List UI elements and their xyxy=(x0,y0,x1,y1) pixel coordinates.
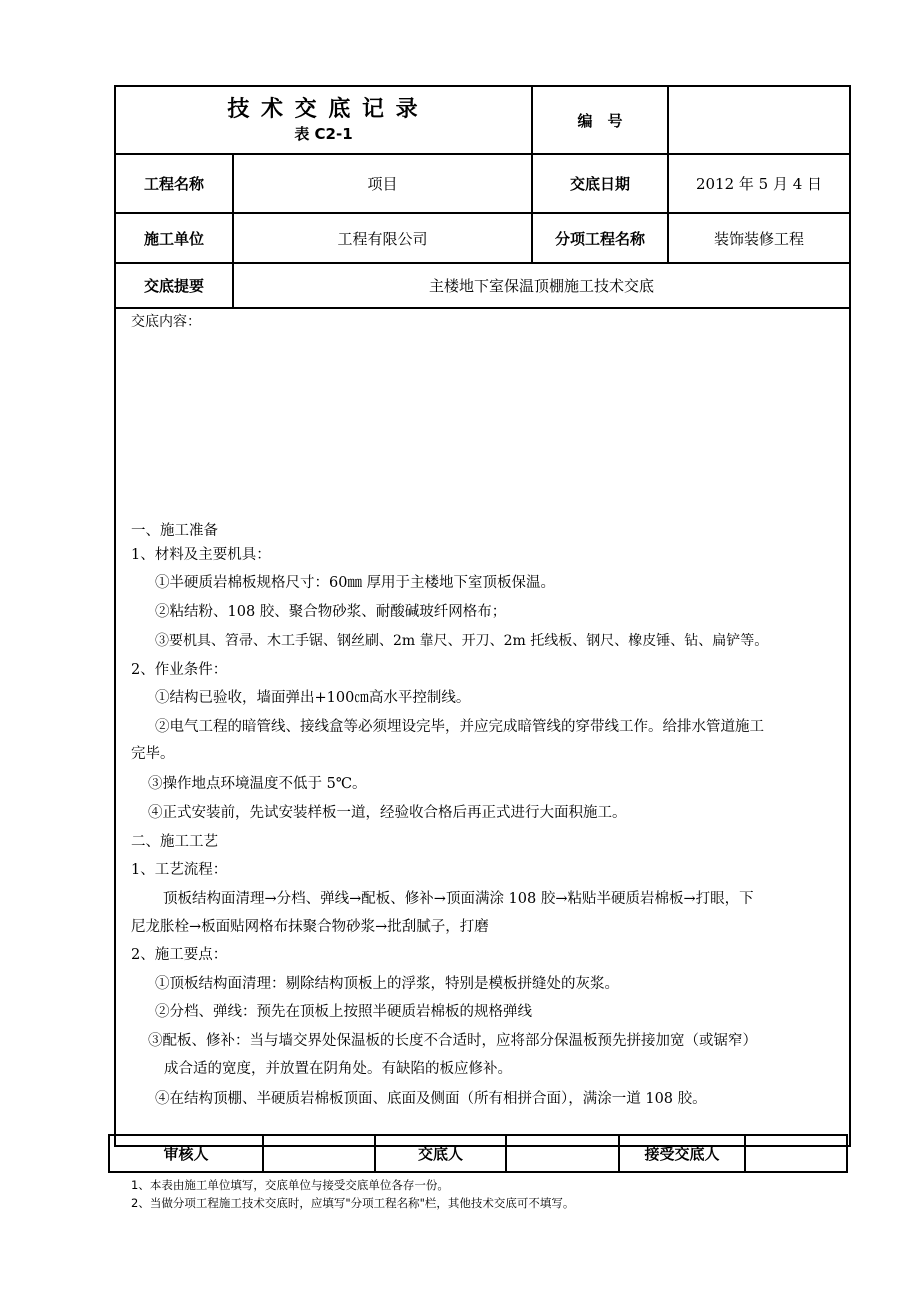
summary-label: 交底提要 xyxy=(143,277,204,295)
content-line: ④正式安装前，先试安装样板一道，经验收合格后再正式进行大面积施工。 xyxy=(148,805,627,821)
content-line: ①顶板结构面清理：剔除结构顶板上的浮浆，特别是模板拼缝处的灰浆。 xyxy=(155,976,619,992)
footnote: 1、本表由施工单位填写，交底单位与接受交底单位各存一份。 xyxy=(131,1178,449,1192)
project-name-label: 工程名称 xyxy=(143,175,204,193)
project-name-value[interactable]: 项目 xyxy=(367,175,398,193)
number-label: 编 号 xyxy=(577,111,623,130)
receiver-label: 接受交底人 xyxy=(644,1145,720,1163)
content-line: ①结构已验收，墙面弹出+100㎝高水平控制线。 xyxy=(155,690,471,706)
presenter-label: 交底人 xyxy=(417,1145,463,1163)
construction-unit-value[interactable]: 工程有限公司 xyxy=(337,229,428,248)
number-value[interactable] xyxy=(669,87,849,153)
content-line: ③要机具、笤帚、木工手锯、钢丝刷、2m 靠尺、开刀、2m 托线板、钢尺、橡皮锤、钻、扁铲等。 xyxy=(155,633,769,649)
date-value[interactable]: 2012 年 5 月 4 日 xyxy=(695,175,823,193)
content-line: 成合适的宽度，并放置在阴角处。有缺陷的板应修补。 xyxy=(164,1061,512,1077)
content-line: 顶板结构面清理→分档、弹线→配板、修补→顶面满涂 108 胶→粘贴半硬质岩棉板→打眼，下 xyxy=(163,891,754,907)
content-line: ②分档、弹线：预先在顶板上按照半硬质岩棉板的规格弹线 xyxy=(155,1004,532,1020)
summary-value[interactable]: 主楼地下室保温顶棚施工技术交底 xyxy=(428,277,654,295)
content-line: ③配板、修补：当与墙交界处保温板的长度不合适时，应将部分保温板预先拼接加宽（或锯窄） xyxy=(148,1033,757,1049)
content-line: 2、施工要点： xyxy=(131,947,228,963)
reviewer-signature[interactable] xyxy=(264,1136,374,1171)
footnote: 2、当做分项工程施工技术交底时，应填写"分项工程名称"栏，其他技术交底可不填写。 xyxy=(131,1196,575,1210)
content-line: 二、施工工艺 xyxy=(131,834,218,850)
row-divider xyxy=(114,307,851,309)
form-number: 表 C2-1 xyxy=(294,125,353,143)
construction-unit-label: 施工单位 xyxy=(143,229,204,248)
reviewer-label: 审核人 xyxy=(163,1145,209,1163)
content-line: ②电气工程的暗管线、接线盒等必须埋设完毕，并应完成暗管线的穿带线工作。给排水管道施工 xyxy=(155,719,764,735)
content-line: 1、材料及主要机具： xyxy=(131,547,271,563)
header-title-cell xyxy=(116,87,531,153)
content-heading: 交底内容： xyxy=(131,314,201,330)
receiver-signature[interactable] xyxy=(746,1136,846,1171)
content-line: 尼龙胀栓→板面贴网格布抹聚合物砂浆→批刮腻子，打磨 xyxy=(131,919,489,935)
presenter-signature[interactable] xyxy=(507,1136,618,1171)
content-line: 一、施工准备 xyxy=(131,523,218,539)
content-line: ④在结构顶棚、半硬质岩棉板顶面、底面及侧面（所有相拼合面），满涂一道 108 胶。 xyxy=(155,1091,707,1107)
subitem-name-label: 分项工程名称 xyxy=(554,229,645,248)
date-label: 交底日期 xyxy=(569,175,630,193)
content-line: ①半硬质岩棉板规格尺寸：60㎜ 厚用于主楼地下室顶板保温。 xyxy=(155,575,556,591)
content-line: 完毕。 xyxy=(131,746,175,762)
subitem-name-value[interactable]: 装饰装修工程 xyxy=(713,229,804,248)
col-divider xyxy=(849,262,851,307)
content-line: 1、工艺流程： xyxy=(131,862,228,878)
content-line: ②粘结粉、108 胶、聚合物砂浆、耐酸碱玻纤网格布； xyxy=(155,604,507,620)
content-line: 2、作业条件： xyxy=(131,662,228,678)
content-line: ③操作地点环境温度不低于 5℃。 xyxy=(148,776,367,792)
page-title: 技 术 交 底 记 录 xyxy=(227,97,420,122)
